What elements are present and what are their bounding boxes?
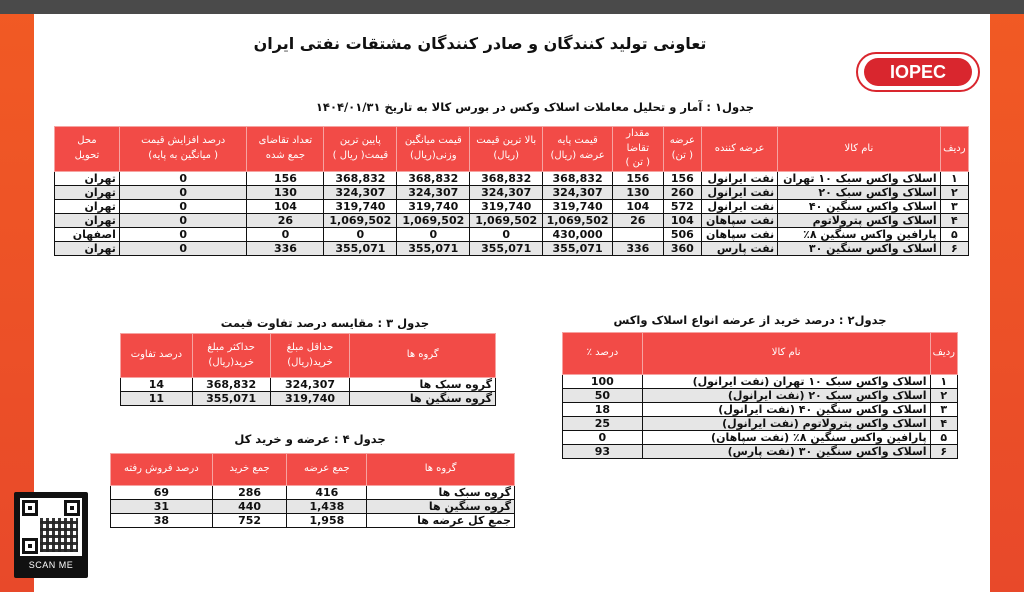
table-cell: 0	[119, 241, 247, 255]
table-cell: 26	[613, 213, 664, 227]
table-cell: اسلاک واکس سبک ۱۰ تهران	[778, 171, 941, 185]
price-diff-table	[120, 333, 496, 406]
table-cell: اسلاک واکس سبک ۲۰ (نفت ایرانول)	[642, 389, 930, 403]
table-cell: 0	[119, 199, 247, 213]
table-cell: 156	[663, 171, 701, 185]
table-cell: ۶	[930, 445, 957, 459]
table-cell: اسلاک واکس سنگین ۴۰	[778, 199, 941, 213]
table-cell: 69	[111, 486, 213, 500]
table-cell: 0	[119, 171, 247, 185]
table-cell: 324,307	[543, 185, 613, 199]
table3-header-row	[121, 334, 496, 378]
table-cell: 355,071	[192, 392, 270, 406]
table-cell: ۵	[940, 227, 968, 241]
table-row	[563, 445, 958, 459]
right-frame-bar	[990, 0, 1024, 592]
table-cell: 319,740	[270, 392, 350, 406]
table-row	[55, 171, 969, 185]
table1-body	[55, 171, 969, 255]
table-cell: ۱	[940, 171, 968, 185]
table-cell: 100	[563, 375, 643, 389]
trades-table	[54, 126, 969, 256]
table-cell: نفت سپاهان	[702, 213, 778, 227]
table-cell: 368,832	[543, 171, 613, 185]
table-cell: 360	[663, 241, 701, 255]
table-cell: 26	[247, 213, 324, 227]
table-cell: ۱	[930, 375, 957, 389]
table-cell: تهران	[55, 171, 120, 185]
table-cell: 0	[119, 185, 247, 199]
table-cell: 355,071	[543, 241, 613, 255]
table-cell: 572	[663, 199, 701, 213]
table1-header-cell: قیمت میانگین وزنی(ریال)	[397, 127, 470, 172]
table-cell: اسلاک واکس سنگین ۴۰ (نفت ایرانول)	[642, 403, 930, 417]
table-cell: 368,832	[470, 171, 543, 185]
table-cell: 11	[121, 392, 193, 406]
table-row	[111, 486, 515, 500]
table-row	[111, 514, 515, 528]
table-cell: 0	[470, 227, 543, 241]
table-row	[563, 389, 958, 403]
table3-header-cell: حداقل مبلغ خرید(ریال)	[270, 334, 350, 378]
table-row	[121, 378, 496, 392]
table-cell: 368,832	[192, 378, 270, 392]
table1-header-cell: پایین ترین قیمت( ریال )	[324, 127, 397, 172]
table-cell: 1,069,502	[470, 213, 543, 227]
table-cell: پارافین واکس سنگین ۸٪ (نفت سپاهان)	[642, 431, 930, 445]
table-cell: 130	[613, 185, 664, 199]
table-cell: 25	[563, 417, 643, 431]
table3-header-cell: درصد تفاوت	[121, 334, 193, 378]
table1-header-cell: درصد افزایش قیمت ( میانگین به پایه)	[119, 127, 247, 172]
table2-header-cell: درصد ٪	[563, 333, 643, 375]
qr-code-badge[interactable]	[14, 492, 88, 578]
table-cell: تهران	[55, 213, 120, 227]
table-cell: اسلاک واکس سبک ۱۰ تهران (نفت ایرانول)	[642, 375, 930, 389]
table-cell: نفت ایرانول	[702, 185, 778, 199]
table-cell: 104	[247, 199, 324, 213]
table-cell: 0	[324, 227, 397, 241]
table-cell: 130	[247, 185, 324, 199]
table1-header-row	[55, 127, 969, 172]
iopec-logo	[856, 52, 980, 92]
purchase-percent-table	[562, 332, 958, 459]
table-cell: 0	[119, 213, 247, 227]
table-cell: 416	[287, 486, 367, 500]
table-cell: گروه سبک ها	[367, 486, 515, 500]
table-cell: ۲	[930, 389, 957, 403]
table-cell: تهران	[55, 185, 120, 199]
table-cell: ۳	[940, 199, 968, 213]
table-cell: 319,740	[397, 199, 470, 213]
table2-header-cell: ردیف	[930, 333, 957, 375]
table-cell: اسلاک واکس سنگین ۳۰	[778, 241, 941, 255]
table-cell: اسلاک واکس سبک ۲۰	[778, 185, 941, 199]
table-cell: گروه سبک ها	[350, 378, 496, 392]
table-cell: 104	[613, 199, 664, 213]
table-row	[563, 403, 958, 417]
table-cell: گروه سنگین ها	[367, 500, 515, 514]
table-cell: 50	[563, 389, 643, 403]
table-cell: تهران	[55, 199, 120, 213]
table-cell: 0	[247, 227, 324, 241]
table1-header-cell: محل تحویل	[55, 127, 120, 172]
table-row	[563, 431, 958, 445]
table-cell: 324,307	[397, 185, 470, 199]
table-cell	[613, 227, 664, 241]
table-row	[111, 500, 515, 514]
table-cell: 156	[247, 171, 324, 185]
table2-header-cell: نام کالا	[642, 333, 930, 375]
table-cell: 1,438	[287, 500, 367, 514]
table1-caption: جدول۱ : آمار و تحلیل معاملات اسلاک وکس در بورس کالا به تاریخ ۱۴۰۴/۰۱/۳۱	[315, 100, 755, 114]
table-cell: 93	[563, 445, 643, 459]
table-cell: 18	[563, 403, 643, 417]
page-title: تعاونی تولید کنندگان و صادر کنندگان مشتقات نفتی ایران	[253, 34, 707, 53]
table-cell: 324,307	[270, 378, 350, 392]
table-cell: 319,740	[543, 199, 613, 213]
table-cell: 1,069,502	[543, 213, 613, 227]
table-row	[55, 227, 969, 241]
table-cell: 430,000	[543, 227, 613, 241]
table-cell: نفت ایرانول	[702, 171, 778, 185]
table-cell: 0	[397, 227, 470, 241]
table-row	[55, 199, 969, 213]
table4-caption: جدول ۴ : عرضه و خرید کل	[234, 432, 386, 446]
table-cell: 319,740	[324, 199, 397, 213]
table-cell: 14	[121, 378, 193, 392]
table-cell: ۴	[930, 417, 957, 431]
table1-header-cell: نام کالا	[778, 127, 941, 172]
table4-header-row	[111, 454, 515, 486]
table-cell: ۳	[930, 403, 957, 417]
table-cell: 324,307	[324, 185, 397, 199]
table-cell: نفت ایرانول	[702, 199, 778, 213]
table-cell: 355,071	[470, 241, 543, 255]
table4-header-cell: جمع عرضه	[287, 454, 367, 486]
table-cell: ۵	[930, 431, 957, 445]
table2-caption: جدول۲ : درصد خرید از عرضه انواع اسلاک واکس	[613, 313, 887, 327]
table1-header-cell: بالا ترین قیمت (ریال)	[470, 127, 543, 172]
table-cell: 368,832	[397, 171, 470, 185]
top-frame-bar	[0, 0, 1024, 14]
table1-header-cell: عرضه کننده	[702, 127, 778, 172]
table1-header-cell: قیمت پایه عرضه (ریال)	[543, 127, 613, 172]
table-cell: 355,071	[397, 241, 470, 255]
table-cell: 1,069,502	[324, 213, 397, 227]
supply-purchase-table	[110, 453, 515, 528]
table-cell: اسلاک واکس پترولاتوم	[778, 213, 941, 227]
table-row	[563, 417, 958, 431]
table-cell: 1,958	[287, 514, 367, 528]
table-cell: 104	[663, 213, 701, 227]
table-cell: 752	[212, 514, 287, 528]
table-cell: تهران	[55, 241, 120, 255]
table-cell: 0	[119, 227, 247, 241]
logo-text: IOPEC	[864, 58, 972, 86]
table2-header-row	[563, 333, 958, 375]
table-cell: نفت سپاهان	[702, 227, 778, 241]
table1-header-cell: عرضه ( تن)	[663, 127, 701, 172]
table-cell: 286	[212, 486, 287, 500]
qr-code-icon	[20, 498, 82, 556]
table-cell: نفت پارس	[702, 241, 778, 255]
table-cell: 506	[663, 227, 701, 241]
scan-me-label: SCAN ME	[28, 560, 74, 570]
table-row	[55, 213, 969, 227]
table-cell: اسلاک واکس پترولاتوم (نفت ایرانول)	[642, 417, 930, 431]
table-cell: 336	[613, 241, 664, 255]
table-cell: 319,740	[470, 199, 543, 213]
table3-caption: جدول ۳ : مقایسه درصد تفاوت قیمت	[220, 316, 430, 330]
table-cell: 368,832	[324, 171, 397, 185]
table-cell: 1,069,502	[397, 213, 470, 227]
table-cell: 0	[563, 431, 643, 445]
table4-header-cell: گروه ها	[367, 454, 515, 486]
table3-body	[121, 378, 496, 406]
table1-header-cell: ردیف	[940, 127, 968, 172]
table3-header-cell: گروه ها	[350, 334, 496, 378]
table-cell: اسلاک واکس سنگین ۳۰ (نفت پارس)	[642, 445, 930, 459]
table-row	[121, 392, 496, 406]
table-row	[55, 241, 969, 255]
table-cell: 156	[613, 171, 664, 185]
table4-header-cell: جمع خرید	[212, 454, 287, 486]
table4-header-cell: درصد فروش رفته	[111, 454, 213, 486]
table-cell: ۴	[940, 213, 968, 227]
table-cell: 336	[247, 241, 324, 255]
table-cell: 38	[111, 514, 213, 528]
table4-body	[111, 486, 515, 528]
table-cell: 31	[111, 500, 213, 514]
table-cell: گروه سنگین ها	[350, 392, 496, 406]
table-row	[55, 185, 969, 199]
table-row	[563, 375, 958, 389]
table-cell: 440	[212, 500, 287, 514]
table3-header-cell: حداکثر مبلغ خرید(ریال)	[192, 334, 270, 378]
table1-header-cell: مقدار تقاضا ( تن )	[613, 127, 664, 172]
table-cell: 355,071	[324, 241, 397, 255]
table-cell: ۲	[940, 185, 968, 199]
table-cell: 324,307	[470, 185, 543, 199]
table-cell: 260	[663, 185, 701, 199]
table-cell: اصفهان	[55, 227, 120, 241]
table-cell: جمع کل عرضه ها	[367, 514, 515, 528]
table-cell: ۶	[940, 241, 968, 255]
table2-body	[563, 375, 958, 459]
table-cell: پارافین واکس سنگین ۸٪	[778, 227, 941, 241]
table1-header-cell: تعداد تقاضای جمع شده	[247, 127, 324, 172]
